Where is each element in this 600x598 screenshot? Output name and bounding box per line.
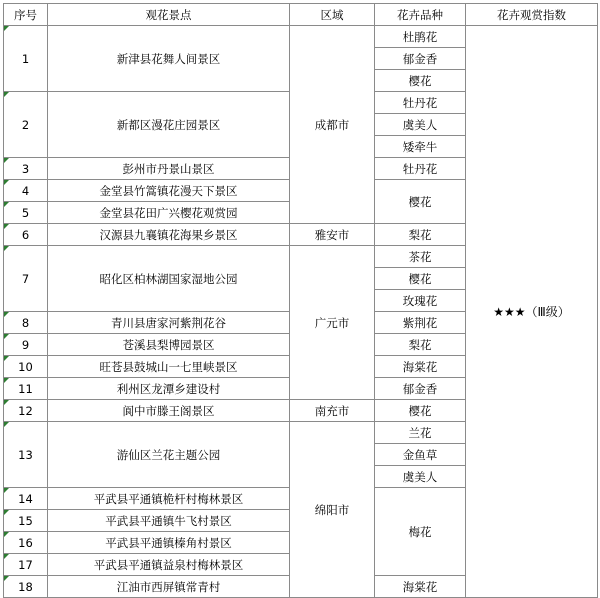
region-cell: 广元市 (290, 246, 375, 400)
cell-marker (4, 510, 9, 515)
row-number: 16 (4, 532, 48, 554)
flower-cell: 杜鹃花 (375, 26, 466, 48)
flower-cell: 郁金香 (375, 378, 466, 400)
flower-cell: 紫荆花 (375, 312, 466, 334)
cell-marker (4, 554, 9, 559)
header-region: 区域 (290, 4, 375, 26)
flower-cell: 樱花 (375, 268, 466, 290)
flower-cell: 梅花 (375, 488, 466, 576)
spot-name: 阆中市滕王阁景区 (48, 400, 290, 422)
row-number: 11 (4, 378, 48, 400)
cell-marker (4, 356, 9, 361)
cell-marker (4, 224, 9, 229)
flower-cell: 樱花 (375, 400, 466, 422)
flower-cell: 梨花 (375, 224, 466, 246)
cell-marker (4, 378, 9, 383)
row-number: 5 (4, 202, 48, 224)
row-number: 10 (4, 356, 48, 378)
spot-name: 利州区龙潭乡建设村 (48, 378, 290, 400)
row-number: 14 (4, 488, 48, 510)
cell-marker (4, 576, 9, 581)
header-index: 花卉观赏指数 (466, 4, 598, 26)
cell-marker (4, 26, 9, 31)
flower-cell: 虞美人 (375, 466, 466, 488)
spot-name: 平武县平通镇牛飞村景区 (48, 510, 290, 532)
row-number: 9 (4, 334, 48, 356)
row-number: 18 (4, 576, 48, 598)
spot-name: 新津县花舞人间景区 (48, 26, 290, 92)
row-number: 17 (4, 554, 48, 576)
cell-marker (4, 246, 9, 251)
row-number: 15 (4, 510, 48, 532)
row-number: 1 (4, 26, 48, 92)
rating-cell: ★★★（Ⅲ级） (466, 26, 598, 598)
region-cell: 雅安市 (290, 224, 375, 246)
spot-name: 平武县平通镇益泉村梅林景区 (48, 554, 290, 576)
flower-cell: 兰花 (375, 422, 466, 444)
header-flower: 花卉品种 (375, 4, 466, 26)
flower-cell: 金鱼草 (375, 444, 466, 466)
flower-cell: 梨花 (375, 334, 466, 356)
cell-marker (4, 334, 9, 339)
cell-marker (4, 180, 9, 185)
row-number: 2 (4, 92, 48, 158)
row-number: 6 (4, 224, 48, 246)
cell-marker (4, 92, 9, 97)
header-row (4, 4, 598, 26)
row-number: 8 (4, 312, 48, 334)
scenic-flower-table (3, 3, 598, 598)
spot-name: 苍溪县梨博园景区 (48, 334, 290, 356)
row-number: 7 (4, 246, 48, 312)
spot-name: 江油市西屏镇常青村 (48, 576, 290, 598)
cell-marker (4, 400, 9, 405)
flower-cell: 茶花 (375, 246, 466, 268)
spot-name: 平武县平通镇桅杆村梅林景区 (48, 488, 290, 510)
flower-cell: 郁金香 (375, 48, 466, 70)
row-number: 3 (4, 158, 48, 180)
table-row (4, 26, 598, 48)
header-no: 序号 (4, 4, 48, 26)
flower-cell: 牡丹花 (375, 92, 466, 114)
cell-marker (4, 532, 9, 537)
flower-cell: 玫瑰花 (375, 290, 466, 312)
row-number: 13 (4, 422, 48, 488)
spot-name: 新都区漫花庄园景区 (48, 92, 290, 158)
region-cell: 南充市 (290, 400, 375, 422)
cell-marker (4, 312, 9, 317)
spot-name: 旺苍县鼓城山一七里峡景区 (48, 356, 290, 378)
flower-cell: 海棠花 (375, 356, 466, 378)
cell-marker (4, 488, 9, 493)
flower-cell: 樱花 (375, 70, 466, 92)
spot-name: 金堂县竹篙镇花漫天下景区 (48, 180, 290, 202)
spot-name: 昭化区柏林湖国家湿地公园 (48, 246, 290, 312)
cell-marker (4, 202, 9, 207)
spot-name: 金堂县花田广兴樱花观赏园 (48, 202, 290, 224)
spot-name: 平武县平通镇榛角村景区 (48, 532, 290, 554)
cell-marker (4, 422, 9, 427)
flower-cell: 牡丹花 (375, 158, 466, 180)
row-number: 4 (4, 180, 48, 202)
flower-cell: 海棠花 (375, 576, 466, 598)
spot-name: 游仙区兰花主题公园 (48, 422, 290, 488)
flower-cell: 樱花 (375, 180, 466, 224)
header-spot: 观花景点 (48, 4, 290, 26)
region-cell: 绵阳市 (290, 422, 375, 598)
row-number: 12 (4, 400, 48, 422)
flower-cell: 虞美人 (375, 114, 466, 136)
spot-name: 青川县唐家河紫荆花谷 (48, 312, 290, 334)
spot-name: 彭州市丹景山景区 (48, 158, 290, 180)
cell-marker (4, 158, 9, 163)
spot-name: 汉源县九襄镇花海果乡景区 (48, 224, 290, 246)
flower-cell: 矮牵牛 (375, 136, 466, 158)
region-cell: 成都市 (290, 26, 375, 224)
